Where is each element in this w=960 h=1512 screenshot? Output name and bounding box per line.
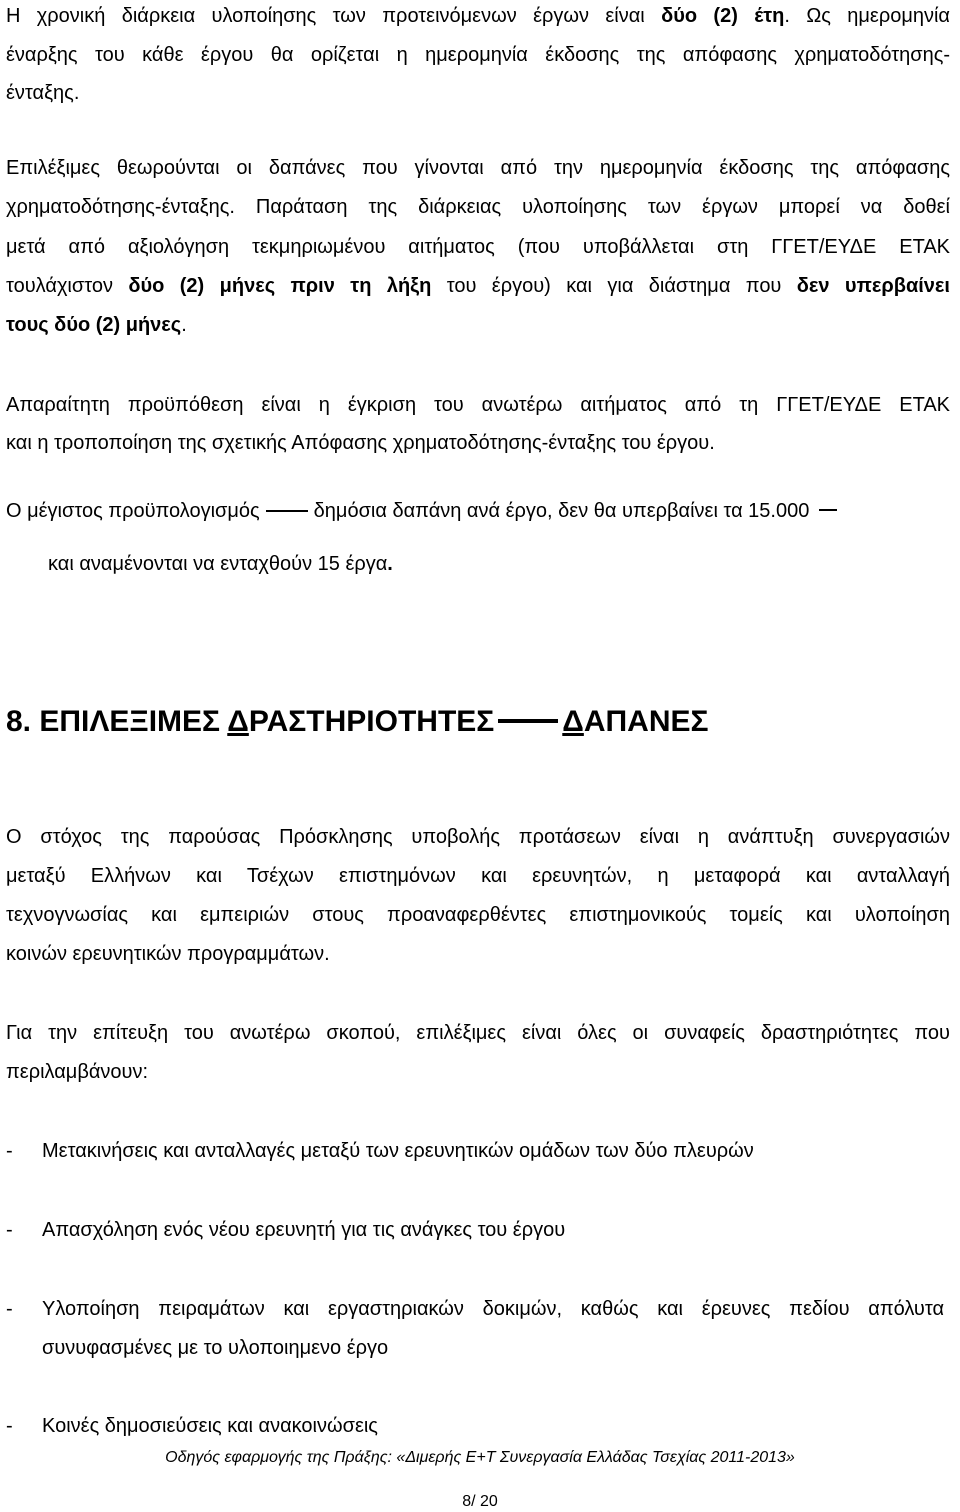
paragraph-5-line-1: Ο στόχος της παρούσας Πρόσκλησης υποβολής προτάσεων είναι η ανάπτυξη συνεργασιών bbox=[6, 826, 950, 848]
paragraph-2-line-4: τουλάχιστον δύο (2) μήνες πριν τη λήξη του έργου) και για διάστημα που δεν υπερβαίνει bbox=[6, 275, 950, 297]
list-item-dash: - bbox=[6, 1298, 13, 1320]
list-item-dash: - bbox=[6, 1140, 13, 1162]
projects-count-line: και αναμένονται να ενταχθούν 15 έργα. bbox=[48, 553, 393, 575]
paragraph-5-line-3: τεχνογνωσίας και εμπειριών στους προαναφερθέντες επιστημονικούς τομείς και υλοποίηση bbox=[6, 904, 950, 926]
paragraph-2-line-2: χρηματοδότησης-ένταξης. Παράταση της διάρκειας υλοποίησης των έργων μπορεί να δοθεί bbox=[6, 196, 950, 218]
paragraph-6-line-1: Για την επίτευξη του ανωτέρω σκοπού, επιλέξιμες είναι όλες οι συναφείς δραστηριότητες που bbox=[6, 1022, 950, 1044]
list-item-dash: - bbox=[6, 1415, 13, 1437]
dash-rule bbox=[266, 510, 308, 512]
paragraph-3-line-2: και η τροποποίηση της σχετικής Απόφασης χρηματοδότησης-ένταξης του έργου. bbox=[6, 432, 715, 454]
paragraph-3-line-1: Απαραίτητη προϋπόθεση είναι η έγκριση του ανωτέρω αιτήματος από τη ΓΓΕΤ/ΕΥΔΕ ΕΤΑΚ bbox=[6, 394, 950, 416]
paragraph-5-line-4: κοινών ερευνητικών προγραμμάτων. bbox=[6, 943, 330, 965]
page-number: 8/ 20 bbox=[462, 1493, 498, 1510]
list-item: Κοινές δημοσιεύσεις και ανακοινώσεις bbox=[42, 1415, 378, 1437]
paragraph-5-line-2: μεταξύ Ελλήνων και Τσέχων επιστημόνων και ερευνητών, η μεταφορά και ανταλλαγή bbox=[6, 865, 950, 887]
list-item-continuation: συνυφασμένες με το υλοποιημενο έργο bbox=[42, 1337, 389, 1359]
list-item-dash: - bbox=[6, 1219, 13, 1241]
paragraph-2-line-3: μετά από αξιολόγηση τεκμηριωμένου αιτήματος (που υποβάλλεται στη ΓΓΕΤ/ΕΥΔΕ ΕΤΑΚ bbox=[6, 236, 950, 258]
list-item: Υλοποίηση πειραμάτων και εργαστηριακών δοκιμών, καθώς και έρευνες πεδίου απόλυτα bbox=[42, 1298, 944, 1320]
list-item: Μετακινήσεις και ανταλλαγές μεταξύ των ερευνητικών ομάδων των δύο πλευρών bbox=[42, 1140, 754, 1162]
paragraph-1-line-2: έναρξης του κάθε έργου θα ορίζεται η ημερομηνία έκδοσης της απόφασης χρηματοδότησης- bbox=[6, 44, 950, 66]
paragraph-2-line-1: Επιλέξιμες θεωρούνται οι δαπάνες που γίνονται από την ημερομηνία έκδοσης της απόφασης bbox=[6, 157, 950, 179]
paragraph-2-line-5: τους δύο (2) μήνες. bbox=[6, 314, 187, 336]
heading-dash bbox=[498, 719, 558, 723]
euro-sign-fragment bbox=[819, 509, 837, 511]
page-footer: Οδηγός εφαρμογής της Πράξης: «Διμερής Ε+Τ Συνεργασία Ελλάδας Τσεχίας 2011-2013» bbox=[165, 1449, 795, 1466]
section-heading: 8. ΕΠΙΛΕΞΙΜΕΣ ΔΡΑΣΤΗΡΙΟΤΗΤΕΣ ΔΑΠΑΝΕΣ bbox=[6, 705, 709, 738]
paragraph-6-line-2: περιλαμβάνουν: bbox=[6, 1061, 149, 1083]
list-item: Απασχόληση ενός νέου ερευνητή για τις ανάγκες του έργου bbox=[42, 1219, 566, 1241]
paragraph-1-line-3: ένταξης. bbox=[6, 82, 80, 104]
paragraph-1-line-1: Η χρονική διάρκεια υλοποίησης των προτεινόμενων έργων είναι δύο (2) έτη. Ως ημερομηνία bbox=[6, 5, 950, 27]
budget-line: Ο μέγιστος προϋπολογισμός δημόσια δαπάνη ανά έργο, δεν θα υπερβαίνει τα 15.000 bbox=[6, 499, 837, 523]
